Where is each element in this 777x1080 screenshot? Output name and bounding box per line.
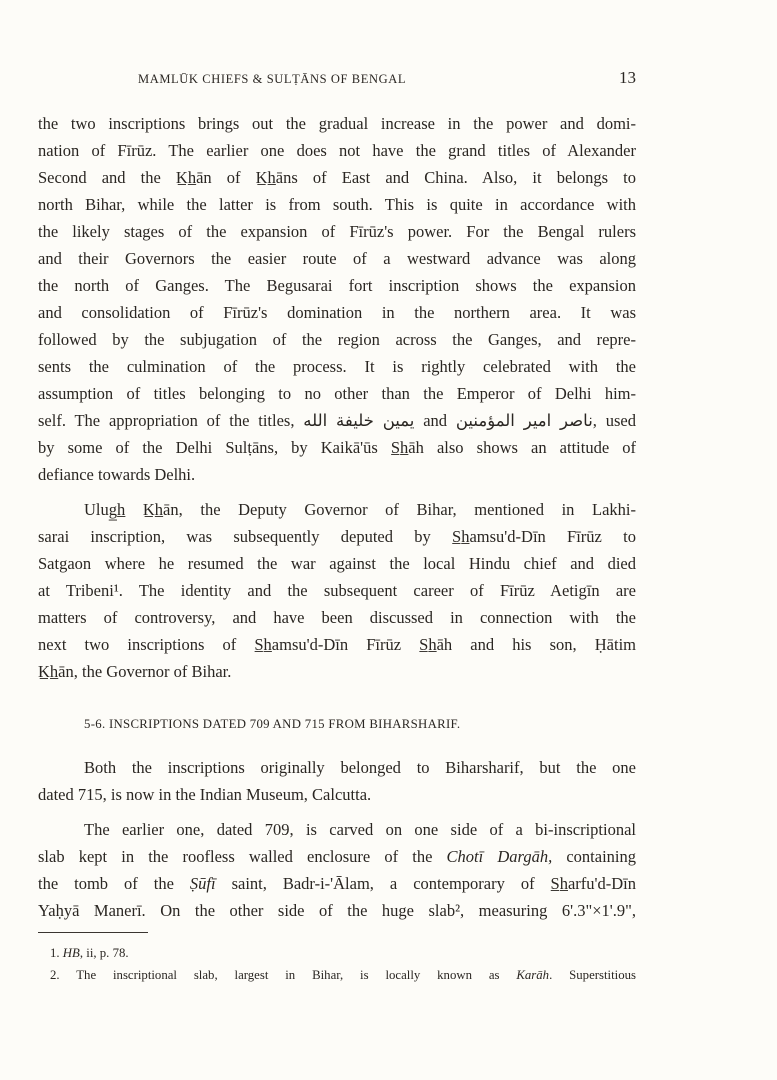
text-line: Second and the K̲h̲ān of K̲h̲āns of East and China. Also, it belongs to: [38, 168, 636, 187]
text-line: Satgaon where he resumed the war against the local Hindu chief and died: [38, 554, 636, 573]
text-line: The earlier one, dated 709, is carved on one side of a bi-inscriptional: [84, 820, 636, 839]
text-line: the two inscriptions brings out the gradual increase in the power and domi-: [38, 114, 636, 133]
text-run: the tomb of the: [38, 874, 190, 893]
footnote-2: [50, 964, 636, 986]
body-text-2: [38, 754, 636, 924]
text-line: sarai inscription, was subsequently deputed by S̲h̲amsu'd-Dīn Fīrūz to: [38, 527, 636, 546]
text-line: and consolidation of Fīrūz's domination in the northern area. It was: [38, 303, 636, 322]
footnotes: [50, 942, 636, 986]
text-line: the likely stages of the expansion of Fīrūz's power. For the Bengal rulers: [38, 222, 636, 241]
text-line: self. The appropriation of the titles, يمين خليفة الله and ناصر امير المؤمنين, used: [38, 411, 636, 430]
text-run: slab kept in the roofless walled enclosure of the: [38, 847, 447, 866]
text-line: sents the culmination of the process. It is rightly celebrated with the: [38, 357, 636, 376]
page-number: 13: [619, 68, 636, 87]
running-title: MAMLŪK CHIEFS & SULṬĀNS OF BENGAL: [138, 72, 407, 86]
text-line: [38, 843, 636, 870]
footnote-text: 2. The inscriptional slab, largest in Bihar, is locally known as: [50, 968, 517, 982]
page-header: [38, 68, 636, 92]
body-text: [38, 110, 636, 685]
text-line: matters of controversy, and have been discussed in connection with the: [38, 608, 636, 627]
text-line: Ulug̲h̲ K̲h̲ān, the Deputy Governor of Bihar, mentioned in Lakhi-: [84, 500, 636, 519]
text-line: defiance towards Delhi.: [38, 465, 196, 484]
footnote-italic: HB: [62, 946, 80, 960]
text-line: followed by the subjugation of the region across the Ganges, and repre-: [38, 330, 636, 349]
paragraph-1: [38, 110, 636, 488]
footnote-1: [50, 942, 636, 964]
paragraph-2: [38, 496, 636, 685]
text-line: Yaḥyā Manerī. On the other side of the huge slab², measuring 6'.3"×1'.9",: [38, 901, 636, 920]
footnote-italic: Karāh: [516, 968, 550, 982]
section-heading: 5-6. INSCRIPTIONS DATED 709 AND 715 FROM BIHARSHARIF.: [84, 717, 461, 731]
text-line: K̲h̲ān, the Governor of Bihar.: [38, 662, 232, 681]
text-line: nation of Fīrūz. The earlier one does not have the grand titles of Alexander: [38, 141, 636, 160]
text-line: the north of Ganges. The Begusarai fort inscription shows the expansion: [38, 276, 636, 295]
footnote-text: . Superstitious: [549, 968, 636, 982]
text-line: and their Governors the easier route of a westward advance was along: [38, 249, 636, 268]
text-line: Both the inscriptions originally belonged to Biharsharif, but the one: [84, 758, 636, 777]
footnote-divider: [38, 932, 148, 933]
text-line: assumption of titles belonging to no other than the Emperor of Delhi him-: [38, 384, 636, 403]
paragraph-4: [38, 816, 636, 924]
footnote-text: , ii, p. 78.: [79, 946, 129, 960]
footnote-text: 1.: [50, 946, 63, 960]
text-run: saint, Badr-i-'Ālam, a contemporary of S̲h̲arfu'd-Dīn: [215, 874, 637, 893]
text-line: north Bihar, while the latter is from south. This is quite in accordance with: [38, 195, 636, 214]
italic-term: Ṣūfī: [189, 874, 216, 893]
italic-term: Chotī Dargāh,: [446, 847, 553, 866]
text-line: next two inscriptions of S̲h̲amsu'd-Dīn Fīrūz S̲h̲āh and his son, Ḥātim: [38, 635, 636, 654]
text-line: dated 715, is now in the Indian Museum, Calcutta.: [38, 785, 372, 804]
text-line: at Tribeni¹. The identity and the subsequent career of Fīrūz Aetigīn are: [38, 581, 636, 600]
text-line: by some of the Delhi Sulṭāns, by Kaikā'ūs S̲h̲āh also shows an attitude of: [38, 438, 636, 457]
text-run: containing: [552, 847, 637, 866]
paragraph-3: [38, 754, 636, 808]
text-line: [38, 870, 636, 897]
